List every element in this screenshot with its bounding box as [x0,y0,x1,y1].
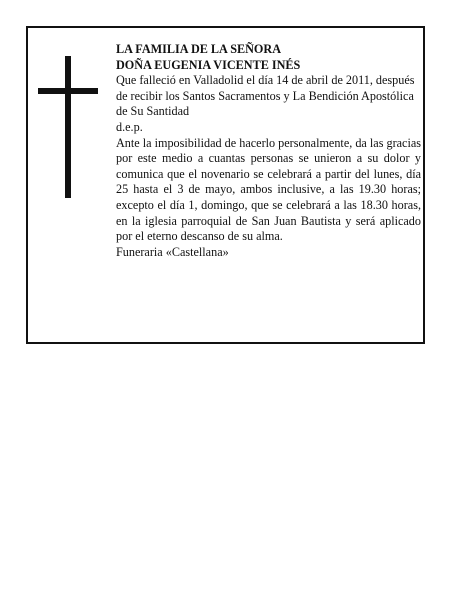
cross-icon [38,56,98,198]
deceased-name: DOÑA EUGENIA VICENTE INÉS [116,57,301,72]
family-heading: LA FAMILIA DE LA SEÑORA [116,42,282,56]
condolence-message: Ante la imposibilidad de hacerlo personalmente, da las gracias por este medio a cuantas personas se unieron a su dolor y comunica que el novenario se celebrará a partir del lunes, día 25 hasta el 3 de mayo, ambos inclusive, a las 19.30 horas; excepto el día 1, domingo, que se celebrará a las 18.30 horas, en la iglesia parroquial de San Juan Bautista y será aplicado por el eterno descanso de su alma. [116,135,421,244]
dep-text: d.e.p. [116,119,143,134]
obituary-notice [26,26,425,344]
notice-text [116,42,421,260]
funeral-home: Funeraria «Castellana» [116,244,229,259]
death-details: Que falleció en Valladolid el día 14 de abril de 2011, después de recibir los Santos Sacramentos y La Bendición Apostólica de Su Santidad [116,73,415,119]
cross-vertical-bar [65,56,71,198]
cross-horizontal-bar [38,88,98,94]
